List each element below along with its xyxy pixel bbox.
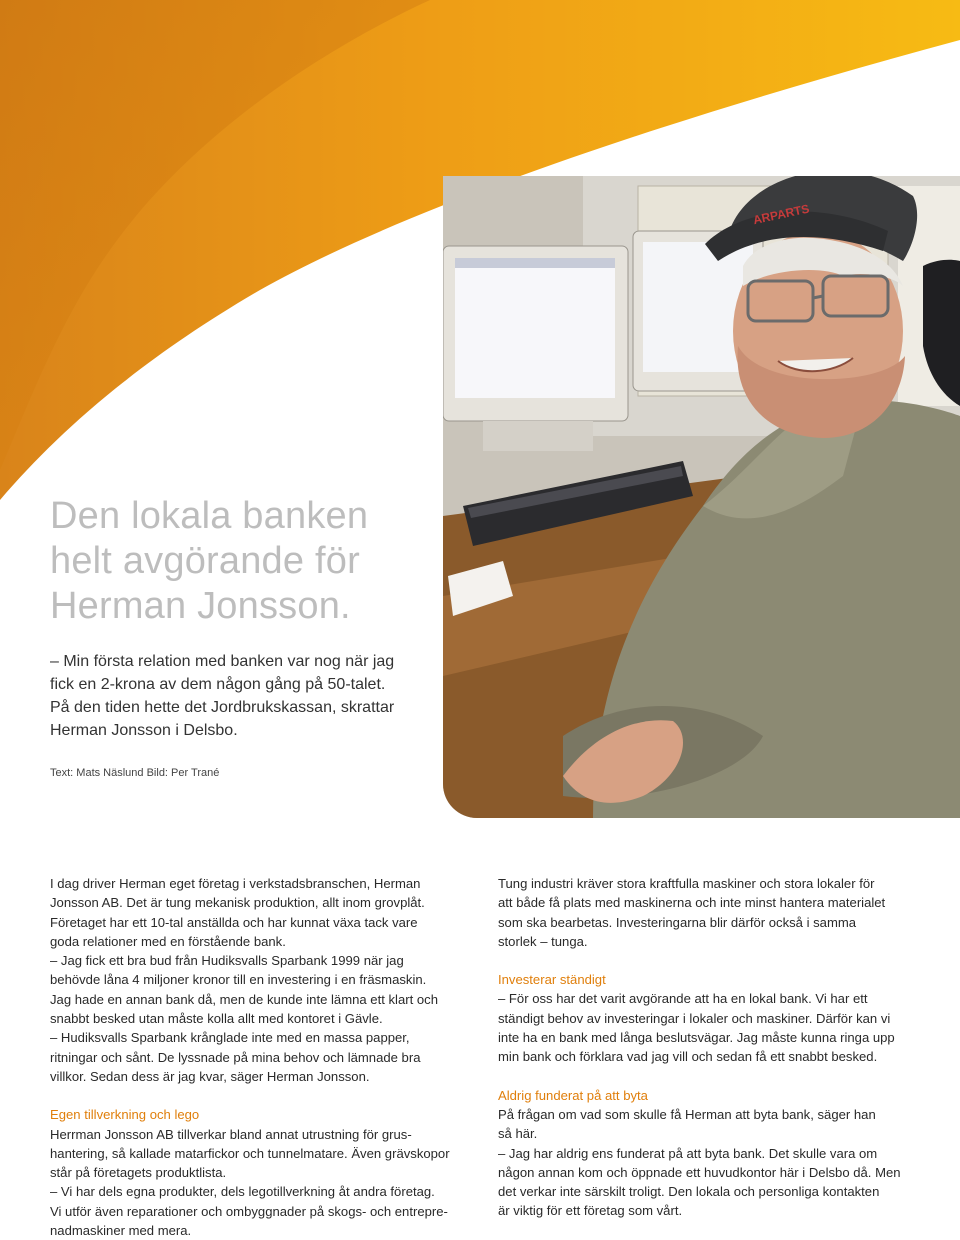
- byline: Text: Mats Näslund Bild: Per Trané: [50, 767, 220, 779]
- right-text-column: [498, 874, 918, 1221]
- text-line: står på företagets produktlista.: [50, 1165, 227, 1181]
- text-line: Vi utför även reparationer och ombyggnader på skogs- och entrepre-: [50, 1203, 448, 1219]
- text-line: ständigt behov av investeringar i lokaler och maskiner. Därför kan vi: [498, 1010, 891, 1026]
- text-line: Företaget har ett 10-tal anställda och har kunnat växa tack vare: [50, 914, 418, 930]
- text-line: – Jag fick ett bra bud från Hudiksvalls Sparbank 1999 när jag: [50, 953, 404, 969]
- text-line: inte ha en bank med långa beslutsvägar. Jag måste kunna ringa upp: [498, 1030, 895, 1046]
- paragraph: [498, 1105, 918, 1144]
- article-lede: [50, 650, 430, 742]
- article-title: [50, 494, 430, 629]
- text-line: – Hudiksvalls Sparbank krånglade inte med en massa papper,: [50, 1030, 410, 1046]
- text-line: snabbt besked utan måste kolla allt med kontoret i Gävle.: [50, 1011, 383, 1027]
- lede-line: På den tiden hette det Jordbrukskassan, skrattar: [50, 699, 395, 716]
- text-line: är viktig för ett företag som vårt.: [498, 1203, 683, 1219]
- paragraph: [50, 1182, 470, 1240]
- title-line: Herman Jonsson.: [50, 585, 351, 627]
- portrait-illustration: [443, 176, 960, 818]
- title-line: helt avgörande för: [50, 540, 360, 582]
- paragraph: [498, 1144, 918, 1221]
- text-line: att både få plats med maskinerna och inte minst hantera materialet: [498, 895, 886, 911]
- text-line: I dag driver Herman eget företag i verkstadsbranschen, Herman: [50, 876, 421, 891]
- portrait-photo: [443, 176, 960, 818]
- text-line: Jag hade en annan bank då, men de kunde inte lämna ett klart och: [50, 991, 438, 1007]
- text-line: någon annan kom och öppnade ett huvudkontor här i Delsbo då. Men: [498, 1164, 901, 1180]
- text-line: Investerar ständigt: [498, 972, 606, 988]
- title-line: Den lokala banken: [50, 495, 369, 537]
- text-line: Egen tillverkning och lego: [50, 1107, 200, 1123]
- paragraph: [498, 874, 918, 951]
- text-line: Jonsson AB. Det är tung mekanisk produktion, allt inom grovplåt.: [50, 895, 425, 911]
- text-line: villkor. Sedan dess är jag kvar, säger Herman Jonsson.: [50, 1068, 370, 1084]
- left-text-column: [50, 874, 470, 1240]
- text-line: behövde låna 4 miljoner kronor till en investering i en fräsmaskin.: [50, 972, 427, 988]
- paragraph: [50, 874, 470, 951]
- paragraph: [50, 1125, 470, 1183]
- text-line: ritningar och sånt. De lyssnade på mina behov och lämnade bra: [50, 1049, 421, 1065]
- text-line: hantering, så kallade matarfickor och tunnelmatare. Även grävskopor: [50, 1145, 450, 1161]
- subheading: [498, 1086, 918, 1105]
- text-line: Aldrig funderat på att byta: [498, 1087, 648, 1103]
- text-line: det verkar inte särskilt troligt. Den lokala och personliga kontakten: [498, 1184, 880, 1200]
- text-line: Tung industri kräver stora kraftfulla maskiner och stora lokaler för: [498, 876, 875, 891]
- text-line: min bank och förklara vad jag vill och sedan få ett snabbt besked.: [498, 1049, 878, 1065]
- text-line: På frågan om vad som skulle få Herman att byta bank, säger han: [498, 1106, 876, 1122]
- text-line: – Vi har dels egna produkter, dels legotillverkning åt andra företag.: [50, 1184, 435, 1200]
- paragraph: [498, 989, 918, 1066]
- text-line: storlek – tunga.: [498, 933, 588, 949]
- text-line: – För oss har det varit avgörande att ha en lokal bank. Vi har ett: [498, 991, 868, 1007]
- text-line: nadmaskiner med mera.: [50, 1223, 192, 1239]
- lede-line: – Min första relation med banken var nog när jag: [50, 653, 395, 670]
- cap-logo-text: ARPARTS: [751, 201, 811, 228]
- text-line: goda relationer med en förstående bank.: [50, 933, 286, 949]
- subheading: [498, 970, 918, 989]
- text-line: så här.: [498, 1126, 538, 1142]
- subheading: [50, 1105, 470, 1124]
- paragraph: [50, 951, 470, 1028]
- lede-line: Herman Jonsson i Delsbo.: [50, 722, 238, 739]
- text-line: som ska bearbetas. Investeringarna blir därför också i samma: [498, 914, 857, 930]
- text-line: – Jag har aldrig ens funderat på att byta bank. Det skulle vara om: [498, 1145, 878, 1161]
- lede-line: fick en 2-krona av dem någon gång på 50-talet.: [50, 676, 386, 693]
- text-line: Herrman Jonsson AB tillverkar bland annat utrustning för grus-: [50, 1126, 412, 1142]
- paragraph: [50, 1028, 470, 1086]
